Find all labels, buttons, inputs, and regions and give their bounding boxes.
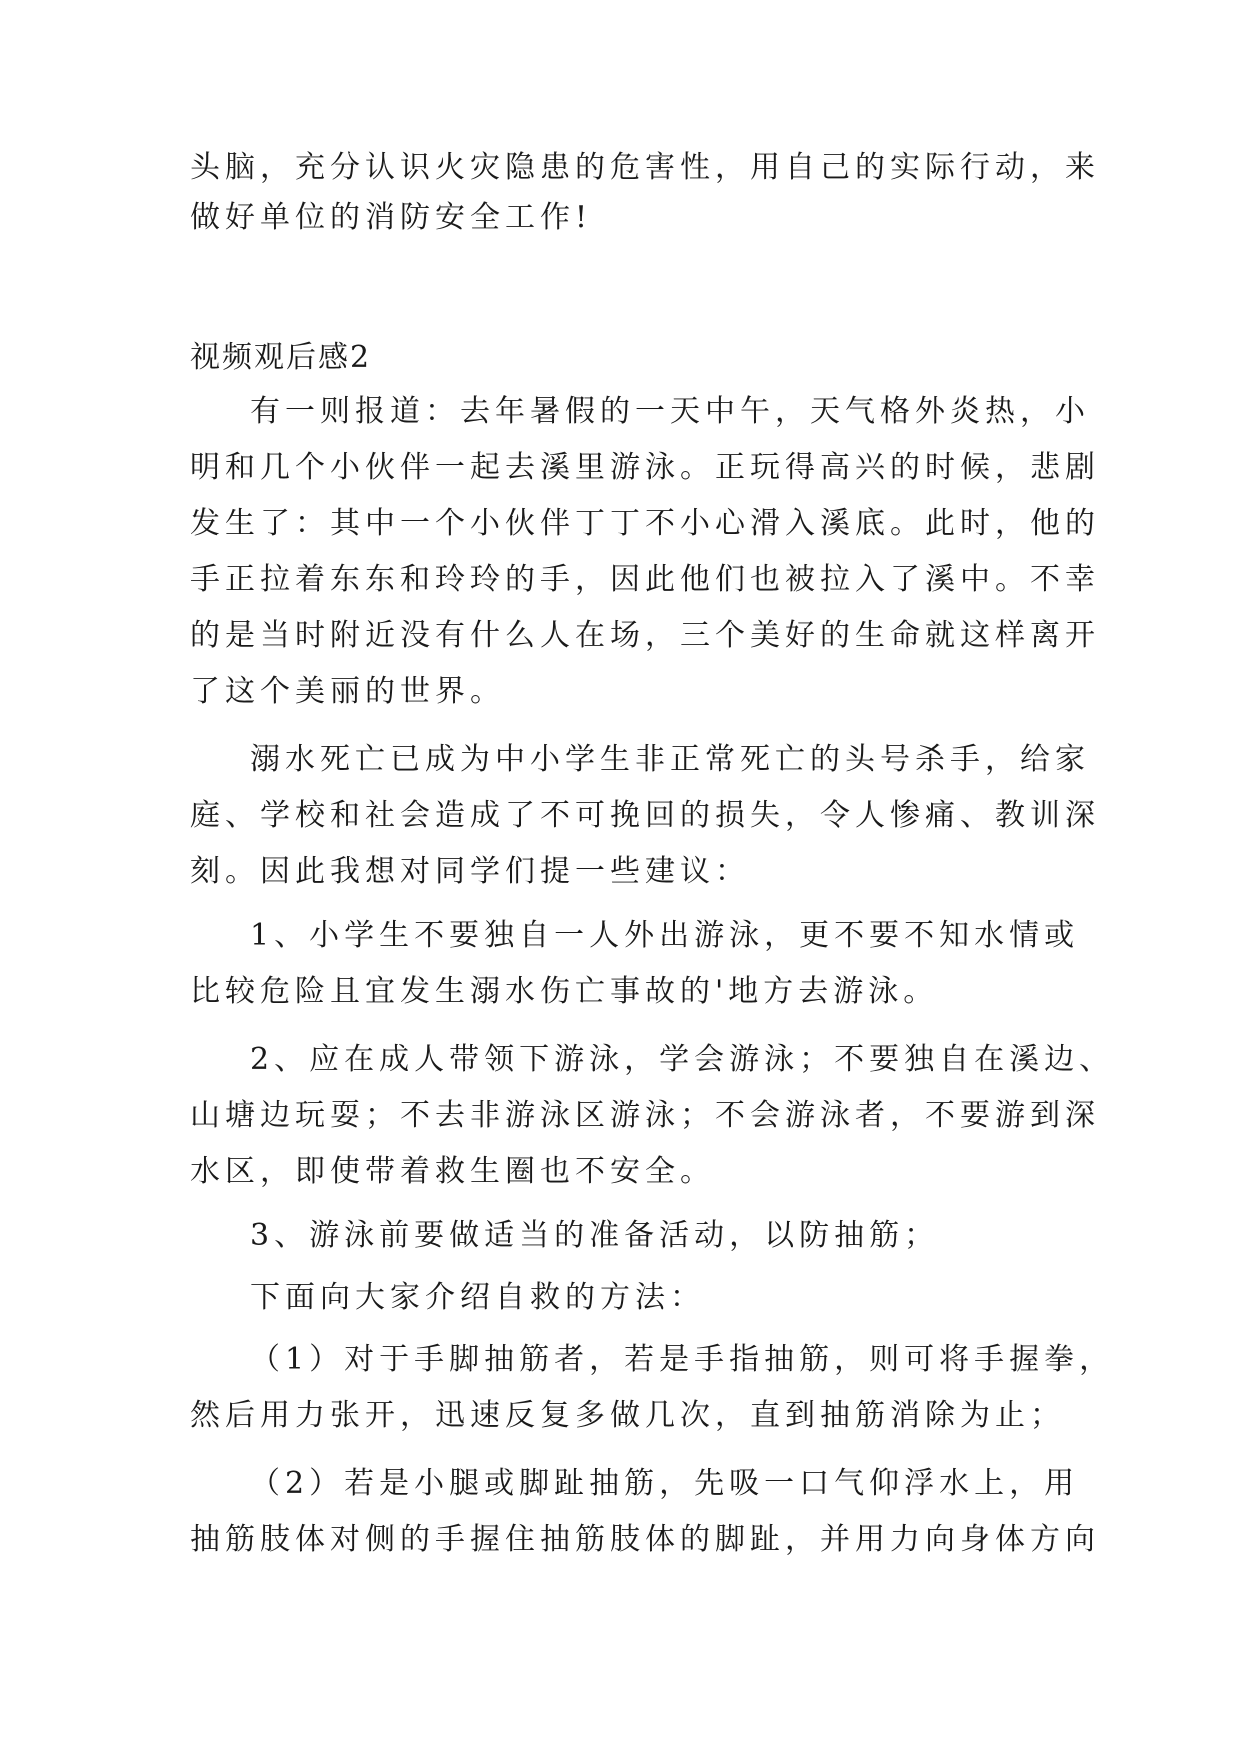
- text-line: 发生了：其中一个小伙伴丁丁不小心滑入溪底。此时，他的: [190, 506, 1100, 541]
- text-line: 了这个美丽的世界。: [190, 674, 505, 709]
- text-line: 然后用力张开，迅速反复多做几次，直到抽筋消除为止；: [190, 1398, 1065, 1433]
- text-line: 明和几个小伙伴一起去溪里游泳。正玩得高兴的时候，悲剧: [190, 450, 1100, 485]
- text-line: 庭、学校和社会造成了不可挽回的损失，令人惨痛、教训深: [190, 798, 1100, 833]
- text-line: 1、小学生不要独自一人外出游泳，更不要不知水情或: [250, 918, 1080, 953]
- text-line: 手正拉着东东和玲玲的手，因此他们也被拉入了溪中。不幸: [190, 562, 1100, 597]
- text-line: 有一则报道：去年暑假的一天中午，天气格外炎热，小: [250, 394, 1090, 429]
- text-line: 2、应在成人带领下游泳，学会游泳；不要独自在溪边、: [250, 1042, 1115, 1077]
- text-line: 刻。因此我想对同学们提一些建议：: [190, 854, 750, 889]
- text-line: 山塘边玩耍；不去非游泳区游泳；不会游泳者，不要游到深: [190, 1098, 1100, 1133]
- text-line: （1）对于手脚抽筋者，若是手指抽筋，则可将手握拳，: [250, 1342, 1115, 1377]
- text-line: 溺水死亡已成为中小学生非正常死亡的头号杀手，给家: [250, 742, 1090, 777]
- text-line: 下面向大家介绍自救的方法：: [250, 1280, 705, 1315]
- text-line: 头脑，充分认识火灾隐患的危害性，用自己的实际行动，来: [190, 150, 1100, 185]
- text-line: 比较危险且宜发生溺水伤亡事故的'地方去游泳。: [190, 974, 939, 1009]
- text-line: 的是当时附近没有什么人在场，三个美好的生命就这样离开: [190, 618, 1100, 653]
- text-line: （2）若是小腿或脚趾抽筋，先吸一口气仰浮水上，用: [250, 1466, 1080, 1501]
- text-line: 抽筋肢体对侧的手握住抽筋肢体的脚趾，并用力向身体方向: [190, 1522, 1100, 1557]
- text-line: 水区，即使带着救生圈也不安全。: [190, 1154, 715, 1189]
- section-title: 视频观后感2: [190, 340, 372, 375]
- text-line: 3、游泳前要做适当的准备活动，以防抽筋；: [250, 1218, 940, 1253]
- text-line: 做好单位的消防安全工作!: [190, 200, 593, 235]
